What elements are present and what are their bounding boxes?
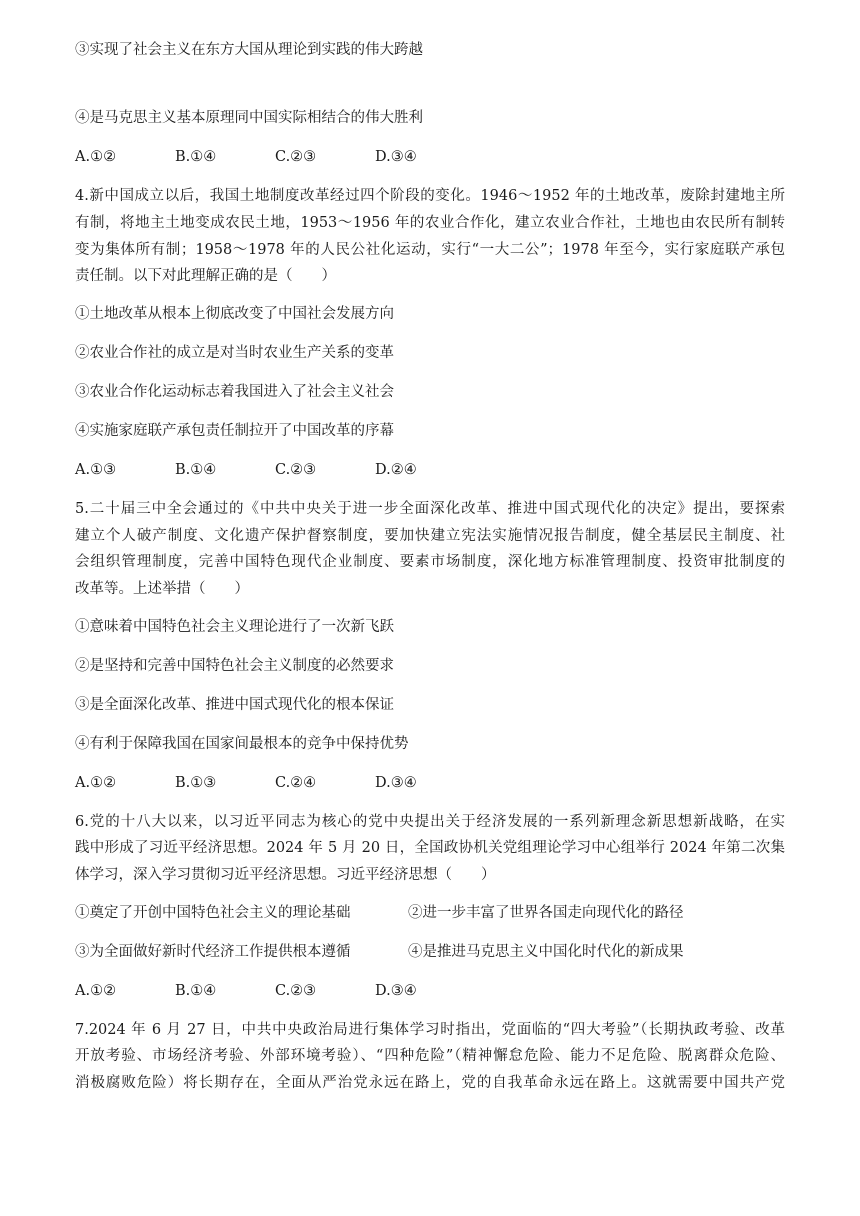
q5-statement-3: ③是全面深化改革、推进中国式现代化的根本保证 <box>75 697 394 713</box>
q5-option-a: A.①② <box>75 775 117 791</box>
q6-statement-3: ③为全面做好新时代经济工作提供根本遵循 <box>75 944 351 960</box>
q5-statement-2: ②是坚持和完善中国特色社会主义制度的必然要求 <box>75 658 394 674</box>
q5-options <box>75 773 475 793</box>
q4-statement-2: ②农业合作社的成立是对当时农业生产关系的变革 <box>75 345 394 361</box>
q5-stem-line-1: 5.二十届三中全会通过的《中共中央关于进一步全面深化改革、推进中国式现代化的决定》提出，要探索 <box>75 501 785 517</box>
q4-option-a: A.①③ <box>75 462 117 478</box>
q6-option-d: D.③④ <box>375 983 417 999</box>
q5-stem-line-2: 建立个人破产制度、文化遗产保护督察制度，要加快建立宪法实施情况报告制度，健全基层民主制度、社 <box>75 528 785 544</box>
q6-stem-line-1: 6.党的十八大以来，以习近平同志为核心的党中央提出关于经济发展的一系列新理念新思想新战略，在实 <box>75 814 785 830</box>
q5-option-b: B.①③ <box>175 775 217 791</box>
q4-option-b: B.①④ <box>175 462 217 478</box>
q6-statement-4: ④是推进马克思主义中国化时代化的新成果 <box>408 944 684 960</box>
q3-statement-4: ④是马克思主义基本原理同中国实际相结合的伟大胜利 <box>75 110 423 126</box>
q3-option-c: C.②③ <box>275 149 317 165</box>
q6-option-c: C.②③ <box>275 983 317 999</box>
q4-stem-line-1: 4.新中国成立以后，我国土地制度改革经过四个阶段的变化。1946～1952 年的土地改革，废除封建地主所 <box>75 188 785 204</box>
q3-option-d: D.③④ <box>375 149 417 165</box>
q6-statement-1: ①奠定了开创中国特色社会主义的理论基础 <box>75 905 351 921</box>
q4-statement-1: ①土地改革从根本上彻底改变了中国社会发展方向 <box>75 306 394 322</box>
q6-stem-line-2: 践中形成了习近平经济思想。2024 年 5 月 20 日，全国政协机关党组理论学习中心组举行 2024 年第二次集 <box>75 840 785 856</box>
q7-stem-line-2: 开放考验、市场经济考验、外部环境考验）、“四种危险”（精神懈怠危险、能力不足危险、脱离群众危险、 <box>75 1048 785 1064</box>
q5-stem-line-3: 会组织管理制度，完善中国特色现代企业制度、要素市场制度，深化地方标准管理制度、投资审批制度的 <box>75 554 785 570</box>
q4-stem-line-2: 有制，将地主土地变成农民土地，1953～1956 年的农业合作化，建立农业合作社，土地也由农民所有制转 <box>75 215 785 231</box>
q5-statement-1: ①意味着中国特色社会主义理论进行了一次新飞跃 <box>75 619 394 635</box>
q6-stem-line-3: 体学习，深入学习贯彻习近平经济思想。习近平经济思想（ ） <box>75 867 496 883</box>
q4-statement-4: ④实施家庭联产承包责任制拉开了中国改革的序幕 <box>75 423 394 439</box>
q5-statement-4: ④有利于保障我国在国家间最根本的竞争中保持优势 <box>75 736 409 752</box>
q7-stem-line-3: 消极腐败危险）将长期存在，全面从严治党永远在路上，党的自我革命永远在路上。这就需要中国共产党 <box>75 1075 785 1091</box>
q6-options <box>75 981 475 1001</box>
q4-option-d: D.②④ <box>375 462 417 478</box>
q6-statements-row-2 <box>75 942 785 962</box>
q3-option-a: A.①② <box>75 149 117 165</box>
q6-statement-2: ②进一步丰富了世界各国走向现代化的路径 <box>408 905 684 921</box>
q5-option-c: C.②④ <box>275 775 317 791</box>
q3-option-b: B.①④ <box>175 149 217 165</box>
q6-option-a: A.①② <box>75 983 117 999</box>
q4-option-c: C.②③ <box>275 462 317 478</box>
q4-stem-line-4: 责任制。以下对此理解正确的是（ ） <box>75 268 336 284</box>
q7-stem-line-1: 7.2024 年 6 月 27 日，中共中央政治局进行集体学习时指出，党面临的“四大考验”（长期执政考验、改革 <box>75 1022 785 1038</box>
q3-options <box>75 147 475 167</box>
q3-statement-3: ③实现了社会主义在东方大国从理论到实践的伟大跨越 <box>75 42 423 58</box>
q4-options <box>75 460 475 480</box>
q6-statements-row-1 <box>75 903 785 923</box>
q4-stem-line-3: 变为集体所有制；1958～1978 年的人民公社化运动，实行“一大二公”；1978 年至今，实行家庭联产承包 <box>75 242 785 258</box>
q4-statement-3: ③农业合作化运动标志着我国进入了社会主义社会 <box>75 384 394 400</box>
q5-option-d: D.③④ <box>375 775 417 791</box>
q5-stem-line-4: 改革等。上述举措（ ） <box>75 581 249 597</box>
q6-option-b: B.①④ <box>175 983 217 999</box>
